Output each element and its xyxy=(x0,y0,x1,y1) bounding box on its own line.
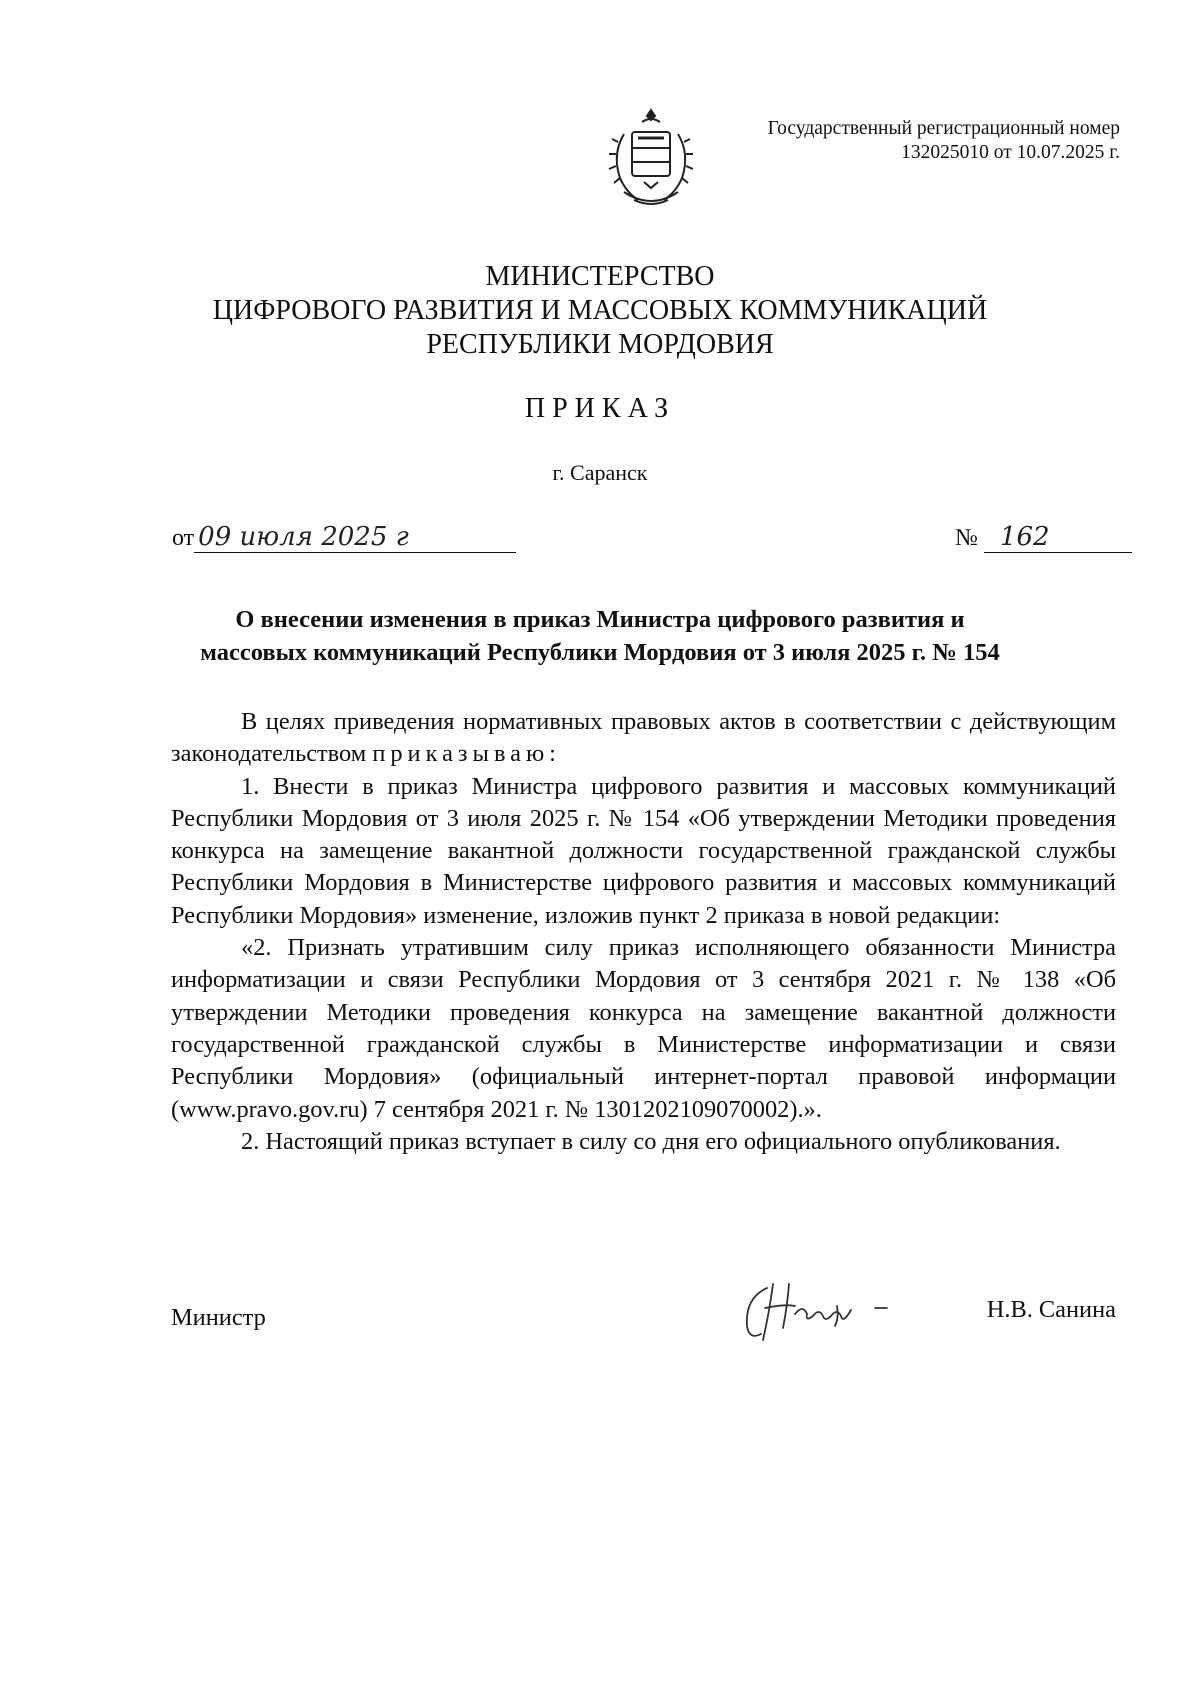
date-handwritten: 09 июля 2025 г xyxy=(194,522,516,553)
order-subject xyxy=(130,603,1070,669)
city-name: г. Саранск xyxy=(552,460,648,485)
registration-label: Государственный регистрационный номер xyxy=(767,118,1120,139)
number-prefix: № xyxy=(955,525,978,551)
intro-text: В целях приведения нормативных правовых актов в соответствии с действующим законодательством xyxy=(171,708,1116,768)
order-body xyxy=(171,706,1116,1158)
order-number xyxy=(955,522,1132,553)
ministry-header xyxy=(0,260,1200,362)
signature-block xyxy=(171,1290,1116,1340)
registration-value: 132025010 от 10.07.2025 г. xyxy=(901,142,1120,163)
ministry-line-2: ЦИФРОВОГО РАЗВИТИЯ И МАССОВЫХ КОММУНИКАЦИЙ xyxy=(212,295,988,326)
signer-name: Н.В. Санина xyxy=(986,1296,1116,1323)
signer-title: Министр xyxy=(171,1304,266,1331)
registration-number xyxy=(740,117,1120,165)
ministry-line-3: РЕСПУБЛИКИ МОРДОВИЯ xyxy=(426,329,774,360)
subject-line-2: массовых коммуникаций Республики Мордовия от 3 июля 2025 г. № 154 xyxy=(200,639,1000,666)
intro-paragraph xyxy=(171,706,1116,771)
paragraph-1: 1. Внести в приказ Министра цифрового развития и массовых коммуникаций Республики Мордовия от 3 июля 2025 г. № 154 «Об утверждении Методики проведения конкурса на замещение вакантной должности государственной гражданской службы Республики Мордовия в Министерстве цифрового развития и массовых коммуникаций Республики Мордовия» изменение, изложив пункт 2 приказа в новой редакции: xyxy=(171,772,1116,929)
ministry-line-1: МИНИСТЕРСТВО xyxy=(485,261,715,292)
paragraph-2: «2. Признать утратившим силу приказ исполняющего обязанности Министра информатизации и связи Республики Мордовия от 3 сентября 2021 г. № 138 «Об утверждении Методики проведения конкурса на замещение вакантной должности государственной гражданской службы в Министерстве информатизации и связи Республики Мордовия» (официальный интернет-портал правовой информации (www.pravo.gov.ru) 7 сентября 2021 г. № 1301202109070002).». xyxy=(171,934,1116,1123)
date-prefix: от xyxy=(172,525,195,551)
order-date xyxy=(172,522,516,553)
number-handwritten: 162 xyxy=(984,522,1132,553)
document-type-title: ПРИКАЗ xyxy=(524,393,676,424)
intro-spaced-word: приказываю: xyxy=(372,740,561,768)
handwritten-signature xyxy=(737,1278,912,1348)
subject-line-1: О внесении изменения в приказ Министра цифрового развития и xyxy=(235,606,965,633)
paragraph-3: 2. Настоящий приказ вступает в силу со дня его официального опубликования. xyxy=(241,1127,1061,1155)
coat-of-arms-emblem xyxy=(602,108,700,214)
